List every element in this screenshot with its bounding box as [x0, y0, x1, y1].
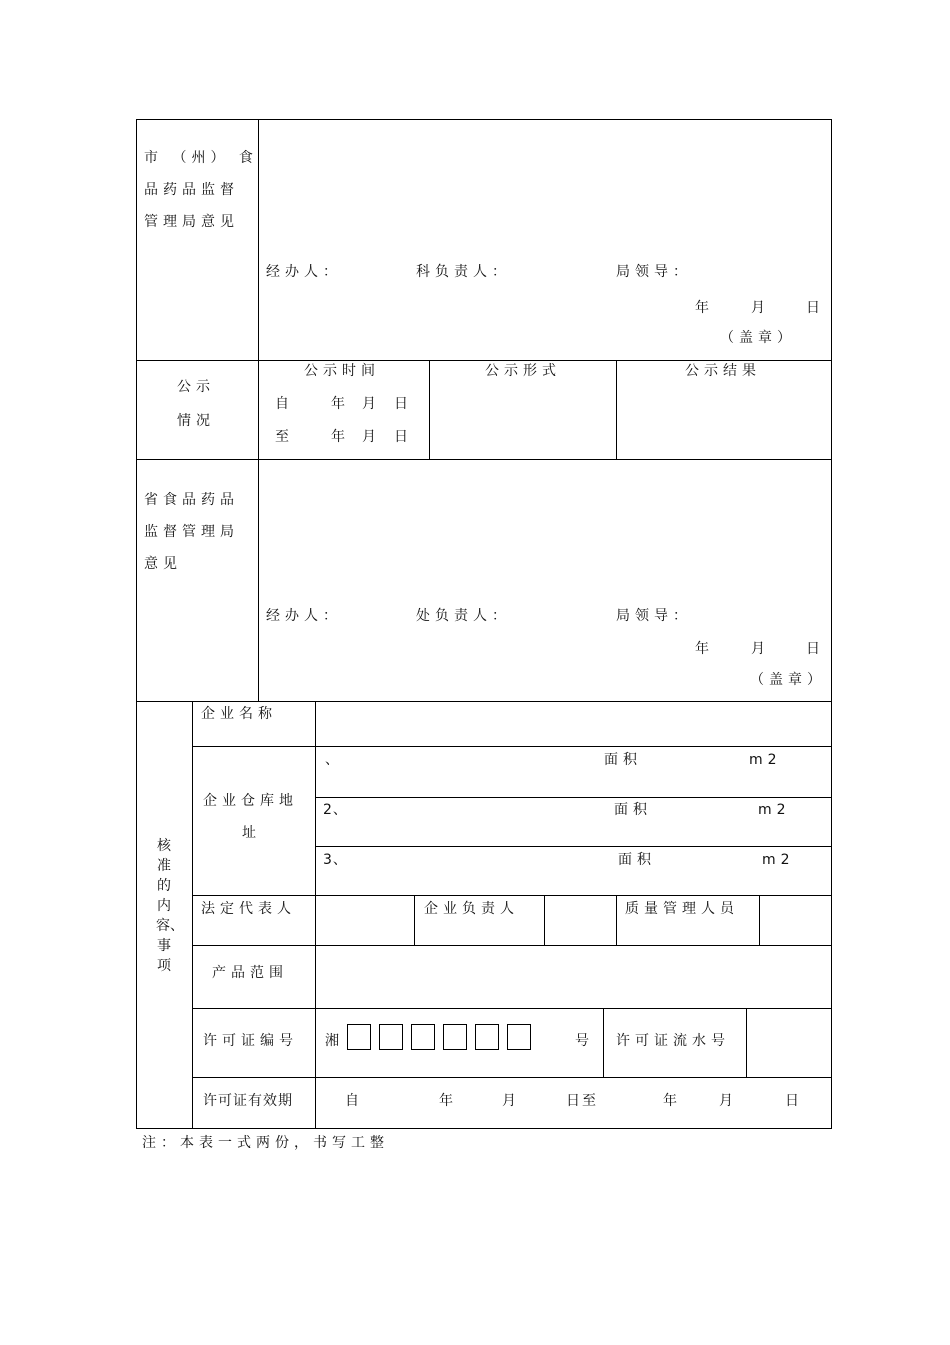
license-digit-box[interactable] — [475, 1024, 499, 1050]
col-divider — [616, 895, 617, 946]
area-label: 面积 — [618, 852, 656, 868]
day-label: 日 — [806, 641, 825, 657]
warehouse-3-prefix: 3、 — [323, 852, 348, 868]
quality-manager-label: 质量管理人员 — [625, 901, 739, 917]
year-label: 年 — [695, 300, 714, 316]
row-divider — [192, 1077, 831, 1078]
license-prefix: 湘 — [325, 1033, 344, 1049]
year-label: 年 — [331, 396, 350, 412]
serial-no-label: 许可证流水号 — [616, 1033, 730, 1049]
license-digit-box[interactable] — [379, 1024, 403, 1050]
seal-label: （盖章） — [720, 330, 796, 346]
row-divider — [192, 945, 831, 946]
col-divider — [544, 895, 545, 946]
section-head-label: 科负责人： — [416, 264, 511, 280]
month-label: 月 — [751, 641, 770, 657]
col-divider — [429, 360, 430, 460]
to-label: 至 — [275, 429, 294, 445]
company-head-label: 企业负责人 — [424, 901, 519, 917]
row-divider — [192, 746, 831, 747]
month-label: 月 — [362, 429, 381, 445]
col-divider — [258, 119, 259, 702]
label-line: 监督管理局 — [144, 524, 239, 540]
division-head-label: 处负责人： — [416, 608, 511, 624]
label-line: 品药品监督 — [144, 182, 239, 198]
row-divider — [136, 360, 831, 361]
col-divider — [315, 701, 316, 1128]
month-label: 月 — [751, 300, 770, 316]
license-digit-box[interactable] — [443, 1024, 467, 1050]
footnote: 注：本表一式两份，书写工整 — [142, 1135, 389, 1151]
area-unit: m2 — [758, 802, 791, 818]
publicity-label-line: 公示 — [177, 379, 215, 395]
area-label: 面积 — [604, 752, 642, 768]
month-label: 月 — [362, 396, 381, 412]
validity-from: 自 — [345, 1093, 364, 1109]
area-label: 面积 — [614, 802, 652, 818]
validity-year: 年 — [439, 1093, 458, 1109]
validity-day: 日 — [785, 1093, 804, 1109]
col-divider — [603, 1008, 604, 1078]
validity-year: 年 — [663, 1093, 682, 1109]
warehouse-2-prefix: 2、 — [323, 802, 348, 818]
approval-side-label: 核准的内容、事项 — [156, 838, 184, 974]
handler-label: 经办人： — [266, 264, 342, 280]
label-line: 市 （州） 食 — [144, 150, 258, 166]
publicity-form-header: 公示形式 — [485, 363, 561, 379]
label-line: 省食品药品 — [144, 492, 239, 508]
license-no-label: 许可证编号 — [203, 1033, 298, 1049]
seal-label: （盖章） — [750, 672, 826, 688]
row-divider — [315, 846, 831, 847]
day-label: 日 — [806, 300, 825, 316]
validity-month: 月 — [719, 1093, 738, 1109]
publicity-time-header: 公示时间 — [304, 363, 380, 379]
row-divider — [192, 895, 831, 896]
license-suffix: 号 — [575, 1033, 594, 1049]
warehouse-label-line: 企业仓库地 — [203, 793, 298, 809]
col-divider — [616, 360, 617, 460]
area-unit: m2 — [749, 752, 782, 768]
day-label: 日 — [394, 396, 413, 412]
year-label: 年 — [695, 641, 714, 657]
validity-label: 许可证有效期 — [203, 1093, 293, 1109]
area-unit: m2 — [762, 852, 795, 868]
license-digit-box[interactable] — [411, 1024, 435, 1050]
day-label: 日 — [394, 429, 413, 445]
company-name-label: 企业名称 — [201, 706, 277, 722]
year-label: 年 — [331, 429, 350, 445]
col-divider — [746, 1008, 747, 1078]
col-divider — [192, 701, 193, 1128]
bureau-leader-label: 局领导： — [616, 264, 692, 280]
col-divider — [414, 895, 415, 946]
col-divider — [759, 895, 760, 946]
warehouse-1-prefix: 、 — [325, 752, 344, 768]
from-label: 自 — [275, 396, 294, 412]
bureau-leader-label: 局领导： — [616, 608, 692, 624]
label-line: 管理局意见 — [144, 214, 239, 230]
validity-day-to: 日至 — [566, 1093, 598, 1109]
row-divider — [315, 797, 831, 798]
row-divider — [136, 459, 831, 460]
label-line: 意见 — [144, 556, 182, 572]
publicity-result-header: 公示结果 — [685, 363, 761, 379]
row-divider — [136, 701, 831, 702]
validity-month: 月 — [502, 1093, 521, 1109]
publicity-label-line: 情况 — [177, 413, 215, 429]
license-digit-box[interactable] — [347, 1024, 371, 1050]
legal-rep-label: 法定代表人 — [201, 901, 296, 917]
product-scope-label: 产品范围 — [212, 965, 288, 981]
warehouse-label-line: 址 — [242, 825, 261, 841]
handler-label: 经办人： — [266, 608, 342, 624]
license-digit-box[interactable] — [507, 1024, 531, 1050]
row-divider — [192, 1008, 831, 1009]
